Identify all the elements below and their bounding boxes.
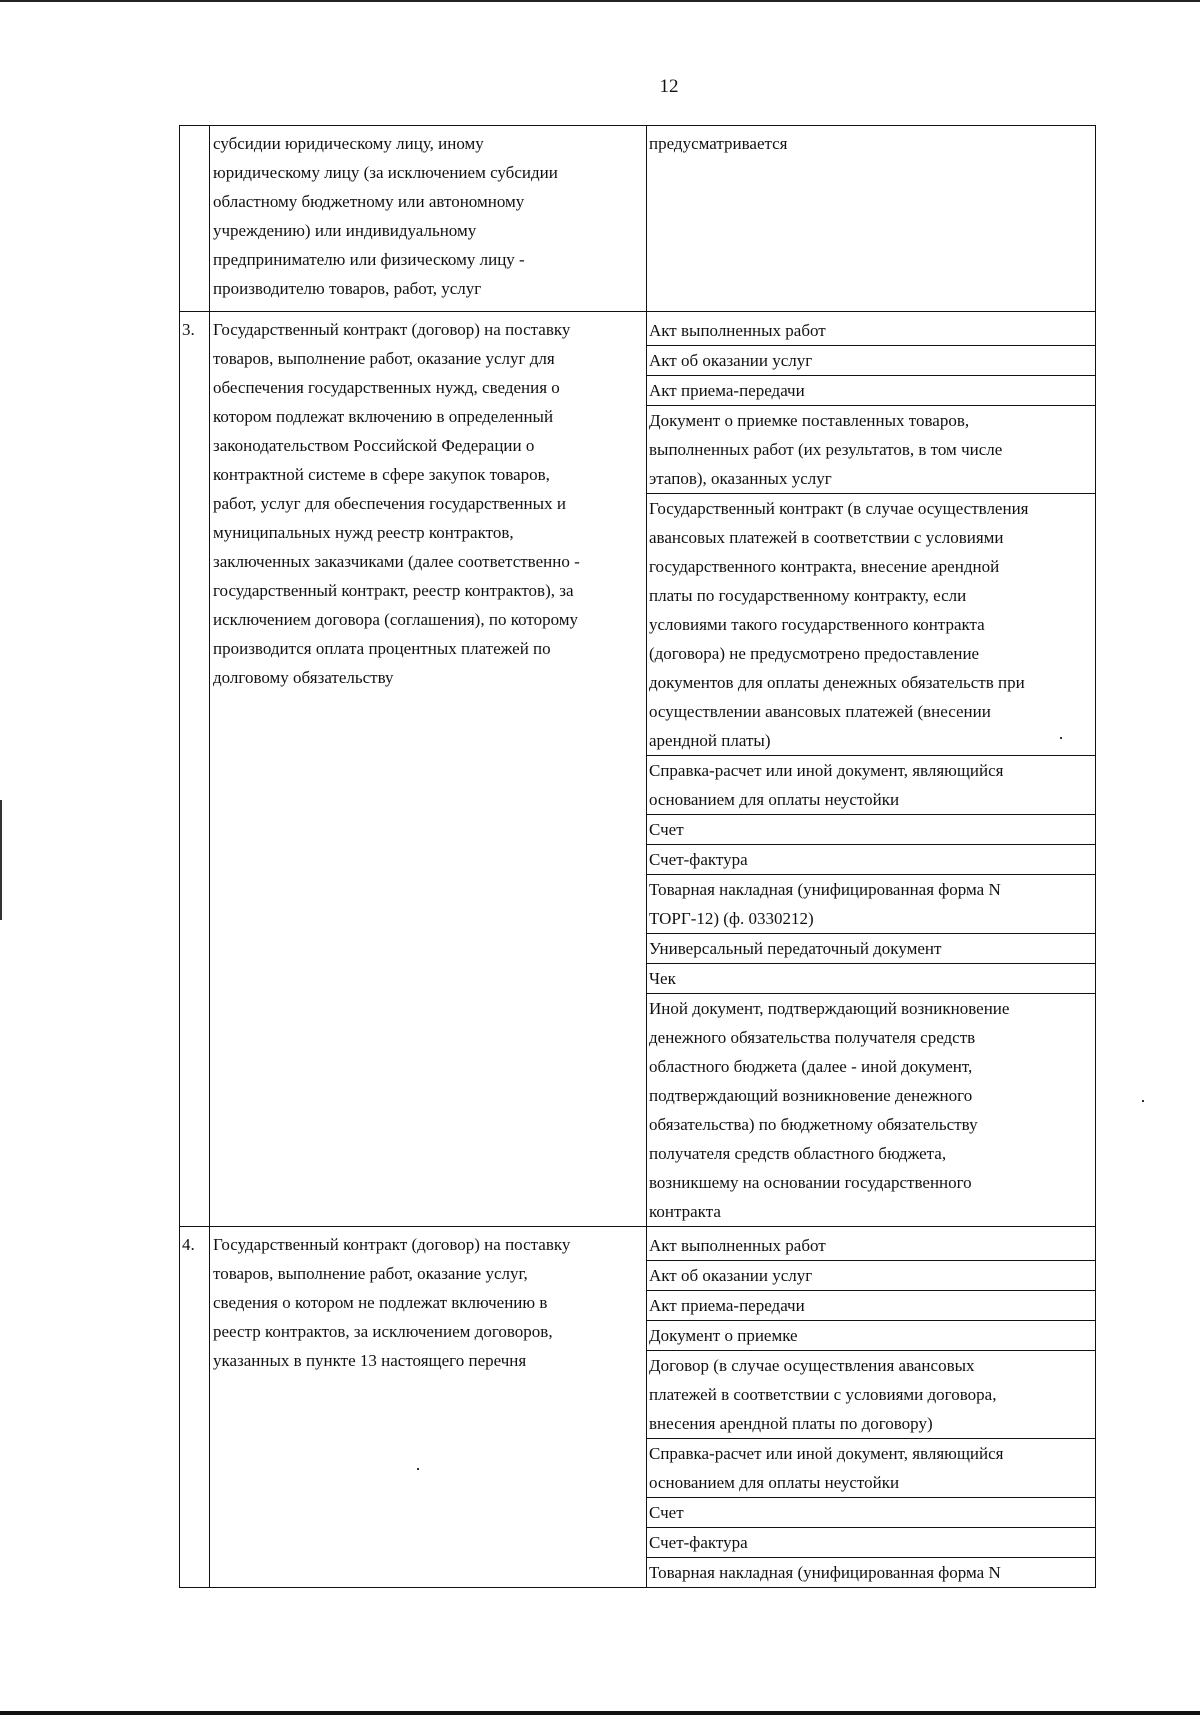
row-number: 3. bbox=[180, 312, 210, 1227]
obligation-description: Государственный контракт (договор) на поставку товаров, выполнение работ, оказание услуг, сведения о котором не подлежат включению в реестр контрактов, за исключением договоров, указанных в пункте 13 настоящего перечня bbox=[210, 1227, 647, 1588]
document-item: Справка-расчет или иной документ, являющийся основанием для оплаты неустойки bbox=[647, 1439, 1095, 1498]
row-number: 4. bbox=[180, 1227, 210, 1588]
document-item: Счет bbox=[647, 815, 1095, 845]
obligation-description: субсидии юридическому лицу, иному юридическому лицу (за исключением субсидии областному бюджетному или автономному учреждению) или индивидуальному предпринимателю или физическому лицу - производителю товаров, работ, услуг bbox=[210, 126, 647, 312]
document-item: Иной документ, подтверждающий возникновение денежного обязательства получателя средств областного бюджета (далее - иной документ, подтверждающий возникновение денежного обязательства) по бюджетному обязательству получателя средств областного бюджета, возникшему на основании государственного контракта bbox=[649, 999, 1010, 1221]
document-item: Акт об оказании услуг bbox=[647, 346, 1095, 376]
row-number bbox=[180, 126, 210, 312]
scan-speck bbox=[1142, 1100, 1144, 1102]
scan-edge-top bbox=[0, 0, 1200, 2]
scan-speck bbox=[1060, 737, 1062, 739]
document-item: Справка-расчет или иной документ, являющийся основанием для оплаты неустойки bbox=[647, 756, 1095, 815]
document-item: Документ о приемке bbox=[647, 1321, 1095, 1351]
documents-cell bbox=[647, 1227, 1096, 1588]
obligation-description: Государственный контракт (договор) на поставку товаров, выполнение работ, оказание услуг для обеспечения государственных нужд, сведения о котором подлежат включению в определенный законодательством Российской Федерации о контрактной системе в сфере закупок товаров, работ, услуг для обеспечения государственных и муниципальных нужд реестр контрактов, заключенных заказчиками (далее соответственно - государственный контракт, реестр контрактов), за исключением договора (соглашения), по которому производится оплата процентных платежей по долговому обязательству bbox=[210, 312, 647, 1227]
document-item: Акт приема-передачи bbox=[647, 376, 1095, 406]
table-row bbox=[180, 1227, 1096, 1588]
document-item: Счет-фактура bbox=[647, 845, 1095, 875]
documents-cell bbox=[647, 126, 1096, 312]
documents-table bbox=[179, 125, 1096, 1588]
table-row bbox=[180, 312, 1096, 1227]
scan-speck bbox=[417, 1468, 419, 1470]
document-item: Акт приема-передачи bbox=[647, 1291, 1095, 1321]
document-item: Чек bbox=[647, 964, 1095, 994]
document-item: Счет-фактура bbox=[647, 1528, 1095, 1558]
documents-cell bbox=[647, 312, 1096, 1227]
scan-edge-bottom bbox=[0, 1711, 1200, 1715]
page-number: 12 bbox=[659, 76, 679, 97]
document-item: Товарная накладная (унифицированная форма N bbox=[649, 1563, 1001, 1582]
documents-list bbox=[647, 1231, 1095, 1587]
document-item: Документ о приемке поставленных товаров, выполненных работ (их результатов, в том числе этапов), оказанных услуг bbox=[647, 406, 1095, 494]
documents-list bbox=[647, 316, 1095, 1226]
scan-edge-left bbox=[0, 800, 2, 920]
document-item: Счет bbox=[647, 1498, 1095, 1528]
document-item: Государственный контракт (в случае осуществления авансовых платежей в соответствии с условиями государственного контракта, внесение арендной платы по государственному контракту, если условиями такого государственного контракта (договора) не предусмотрено предоставление документов для оплаты денежных обязательств при осуществлении авансовых платежей (внесении арендной платы) bbox=[647, 494, 1095, 756]
document-item: Товарная накладная (унифицированная форма N ТОРГ-12) (ф. 0330212) bbox=[647, 875, 1095, 934]
document-item: Акт об оказании услуг bbox=[647, 1261, 1095, 1291]
document-item: Договор (в случае осуществления авансовых платежей в соответствии с условиями договора, внесения арендной платы по договору) bbox=[647, 1351, 1095, 1439]
documents-text: предусматривается bbox=[649, 134, 788, 153]
table-row bbox=[180, 126, 1096, 312]
document-item: Акт выполненных работ bbox=[647, 1231, 1095, 1261]
document-item: Универсальный передаточный документ bbox=[647, 934, 1095, 964]
document-item: Акт выполненных работ bbox=[647, 316, 1095, 346]
